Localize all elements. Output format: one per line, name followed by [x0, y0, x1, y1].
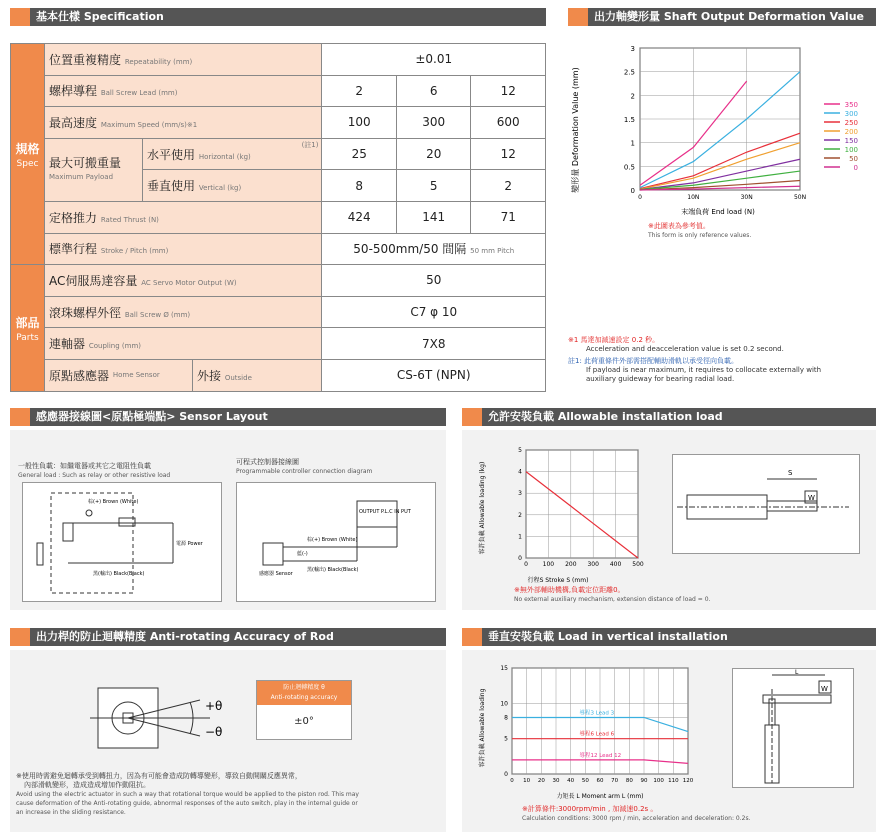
svg-text:棕(+) Brown (White): 棕(+) Brown (White): [307, 537, 358, 543]
vertical-ytick: 5: [504, 735, 508, 743]
install-ytick: 1: [518, 533, 522, 541]
vertical-xtick: 30: [552, 778, 560, 784]
deformation-header: 出力軸變形量 Shaft Output Deformation Value: [568, 8, 876, 26]
install-plot-area: [526, 450, 638, 558]
svg-text:藍(-): 藍(-): [297, 551, 308, 557]
anti-accuracy-box: 防止迴轉精度 θ Anti-rotating accuracy ±0°: [256, 680, 352, 740]
install-xtick: 400: [609, 561, 622, 568]
install-diagram: [672, 454, 860, 554]
deform-legend-label: 350: [844, 101, 858, 109]
deform-ylabel: 變形量 Deformation Value (mm): [571, 67, 580, 193]
svg-text:容許負載 Allowable loading: 容許負載 Allowable loading: [479, 688, 486, 768]
vertical-panel: 0 5 8 10 15 0 10 20 30 40 50 60 70 80 90 100 110 120 導程3 Lead 3 導程6 Lead 6 導程12 Lead 12 力矩長 L Moment arm L (mm) 容許負載 Allowable loading ※計算條件:3000rpm/min , 加減速0.2s 。 Calculation conditions: 3000 rpm / min, acceleration and deceleration: 0.2s. W L: [462, 650, 876, 832]
note-2-zh: 註1: 此荷重條件外部需搭配輔助滑軌以承受徑向負載。: [568, 357, 739, 365]
deform-xtick: 0: [638, 194, 642, 201]
svg-text:棕(+) Brown (White): 棕(+) Brown (White): [88, 499, 139, 505]
anti-accuracy-value: ±0°: [294, 716, 314, 727]
anti-panel: +θ −θ 防止迴轉精度 θ Anti-rotating accuracy ±0° ※使用時需避免迴轉承受到轉扭力，因為有可能會造成防轉導變形，導致自動開關反應異常， 內部滑軌變形，造成造成增加作動阻抗。 Avoid using the electric actuator in such a way that rotational torque would be applied to the piston rod. This may cause deformation of the Anti-rotating guide, abnormal responses of the auto switch, play in the internal guide or an increase in the sliding resistance.: [10, 650, 446, 832]
install-ytick: 0: [518, 555, 522, 562]
vertical-xtick: 110: [668, 778, 679, 784]
vertical-ytick: 8: [504, 714, 508, 722]
deform-legend-label: 150: [844, 137, 858, 145]
vertical-xtick: 80: [625, 778, 633, 784]
svg-text:容許負載 Allowable loading (kg): 容許負載 Allowable loading (kg): [479, 461, 486, 555]
vertical-diagram: [732, 668, 854, 788]
note-2-en2: auxiliary guideway for bearing radial load.: [586, 375, 735, 383]
deform-xtick: 50N: [793, 194, 807, 201]
deform-ytick: 0.5: [623, 163, 635, 172]
install-ytick: 4: [518, 468, 522, 476]
vertical-series-label: 導程3 Lead 3: [579, 710, 615, 717]
svg-text:W: W: [808, 494, 815, 502]
deform-ytick: 1.5: [623, 116, 635, 124]
deform-legend-label: 50: [849, 155, 858, 163]
vertical-xtick: 70: [611, 778, 619, 784]
vertical-xtick: 50: [581, 778, 589, 784]
sensor-header: 感應器接線圖<原點極端點> Sensor Layout: [10, 408, 446, 426]
vertical-xtick: 10: [523, 778, 531, 784]
install-xtick: 300: [587, 561, 599, 568]
deform-xtick: 30N: [740, 194, 753, 201]
svg-text:感應器 Sensor: 感應器 Sensor: [259, 571, 293, 577]
vertical-ytick: 15: [500, 665, 508, 672]
sensor-panel: 一般性負載：如繼電器或其它之電阻性負載 General load : Such as relay or other resistive load 可程式控制器接線圖 Programmable controller connection diagram 棕(+) Brown (White) 黑(輸出) Black(Black) 電源 Power OUTPUT P.L.C IN PUT 感應器 Sensor 棕(+) Brown (White) 黑(輸出) Black(Black) 藍(-): [10, 430, 446, 610]
svg-text:力矩長 L Moment arm L (mm): 力矩長 L Moment arm L (mm): [556, 793, 644, 800]
vertical-ytick: 0: [504, 771, 508, 778]
deform-ytick: 2: [630, 92, 635, 101]
install-ytick: 2: [518, 511, 522, 519]
deform-legend-label: 200: [844, 128, 858, 136]
deform-legend-label: 0: [853, 164, 858, 172]
svg-text:L: L: [795, 669, 799, 676]
svg-text:W: W: [821, 685, 828, 693]
note-1-en: Acceleration and deacceleration value is set 0.2 second.: [586, 345, 784, 353]
svg-text:黑(輸出) Black(Black): 黑(輸出) Black(Black): [93, 571, 145, 577]
spec-group: 規格 Spec: [11, 44, 45, 265]
repeatability-value: ±0.01: [322, 44, 546, 76]
vertical-chart: [472, 658, 702, 802]
svg-text:電源 Power: 電源 Power: [176, 541, 203, 547]
vertical-header: 垂直安裝負載 Load in vertical installation: [462, 628, 876, 646]
vertical-xtick: 120: [682, 778, 694, 784]
vertical-xtick: 90: [640, 778, 648, 784]
vertical-xtick: 40: [567, 778, 575, 784]
note-2-en1: If payload is near maximum, it requires to collocate externally with: [586, 366, 822, 374]
install-ytick: 3: [518, 490, 522, 498]
vertical-xtick: 20: [537, 778, 545, 784]
theta-minus: −θ: [205, 725, 223, 739]
theta-plus: +θ: [205, 699, 223, 713]
vertical-ytick: 10: [500, 700, 508, 708]
deform-xtick: 10N: [687, 194, 700, 201]
svg-text:OUTPUT P.L.C IN PUT: OUTPUT P.L.C IN PUT: [359, 509, 411, 515]
deformation-chart: [568, 30, 878, 220]
install-chart: [472, 438, 672, 586]
spec-table: 規格 Spec 位置重複精度 Repeatability (mm) ±0.01 螺桿導程 Ball Screw Lead (mm) 2 6 12 最高速度 Maximum Speed (mm/s)※1 100 300 600 最大可搬重量 Maximum Payload 水平使用 Horizontal (kg) (註1) 25 20 12 垂直使用 Vertical (kg) 8 5 2 定格推力 Rated Thrust (N) 424 141 71 標準行程 Stroke / Pitch (mm) 50-500mm/50 間隔 50 mm Pitch 部品 Parts AC伺服馬達容量 AC Servo Motor Output (W) 50 滾珠螺桿外徑 Ball Screw Ø (mm) C7 φ 10 連軸器 Coupling (mm) 7X8 原點感應器 Home Sensor 外接 Outside CS-6T (NPN): [10, 43, 546, 392]
deform-legend-label: 300: [844, 110, 858, 118]
plc-diagram: [236, 482, 436, 602]
deform-ytick: 1: [630, 139, 635, 148]
install-xtick: 0: [524, 561, 528, 568]
install-ytick: 5: [518, 447, 522, 454]
deform-legend-label: 100: [844, 146, 858, 154]
install-xtick: 200: [565, 561, 577, 568]
vertical-series-label: 導程12 Lead 12: [579, 752, 622, 759]
deform-ref-zh: ※此圖表為參考值。: [648, 222, 710, 230]
svg-text:黑(輸出) Black(Black): 黑(輸出) Black(Black): [307, 567, 359, 573]
install-panel: 0 1 2 3 4 5 0 100 200 300 400 500 行程S Stroke S (mm) 容許負載 Allowable loading (kg) ※無外部輔助機構,負載定位距離0。 No external auxiliary mechanism, extension distance of load = 0. W S: [462, 430, 876, 610]
vertical-series-label: 導程6 Lead 6: [579, 731, 615, 738]
deform-ytick: 3: [630, 45, 635, 53]
vertical-xtick: 60: [596, 778, 604, 784]
deform-xlabel: 末端負荷 End load (N): [681, 208, 755, 216]
install-header: 允許安裝負載 Allowable installation load: [462, 408, 876, 426]
install-xtick: 500: [632, 561, 644, 568]
install-xtick: 100: [542, 561, 555, 568]
vertical-xtick: 100: [653, 778, 664, 784]
spec-header: 基本仕樣 Specification: [10, 8, 546, 26]
deform-ytick: 0: [630, 187, 635, 195]
rod-diagram: [90, 680, 260, 760]
vertical-xtick: 0: [510, 778, 514, 784]
general-load-diagram: [22, 482, 222, 602]
svg-text:S: S: [788, 469, 793, 477]
parts-group: 部品 Parts: [11, 265, 45, 392]
deform-legend-label: 250: [844, 119, 858, 127]
deform-ref-en: This form is only reference values.: [648, 232, 752, 239]
deform-ytick: 2.5: [623, 68, 635, 77]
svg-text:行程S Stroke S (mm): 行程S Stroke S (mm): [527, 577, 589, 584]
anti-header: 出力桿的防止迴轉精度 Anti-rotating Accuracy of Rod: [10, 628, 446, 646]
note-1-zh: ※1 馬達加減速設定 0.2 秒。: [568, 336, 660, 344]
